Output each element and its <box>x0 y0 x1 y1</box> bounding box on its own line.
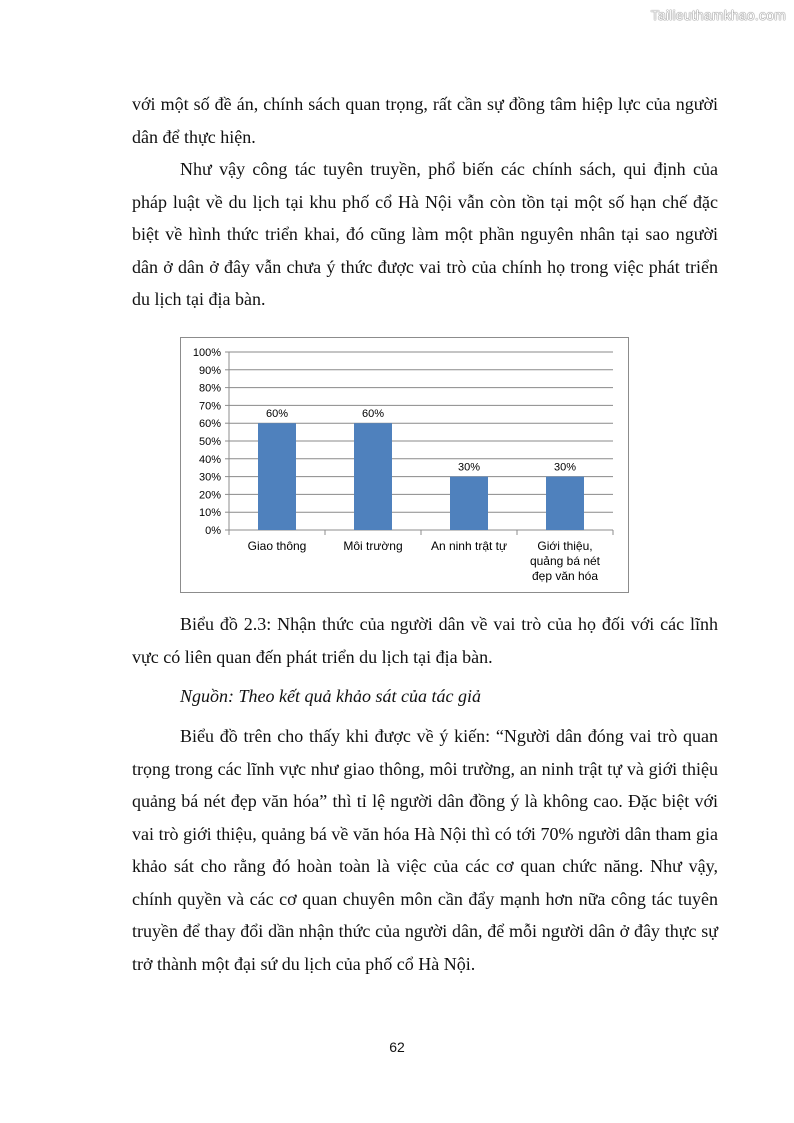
y-tick-label: 70% <box>198 400 221 413</box>
bar <box>258 423 296 530</box>
y-tick-label: 50% <box>198 436 221 448</box>
category-label: An ninh trật tự <box>430 539 508 553</box>
paragraph-continuation: với một số đề án, chính sách quan trọng, rất cần sự đồng tâm hiệp lực của người dân để thực hiện. <box>132 94 718 147</box>
paragraph-chart-analysis: Biểu đồ trên cho thấy khi được về ý kiến: “Người dân đóng vai trò quan trọng trong các lĩnh vực như giao thông, môi trường, an ninh trật tự và giới thiệu quảng bá nét đẹp văn hóa” thì tỉ lệ người dân đồng ý là không cao. Đặc biệt với vai trò giới thiệu, quảng bá về văn hóa Hà Nội thì có tới 70% người dân tham gia khảo sát cho rằng đó hoàn toàn là việc của các cơ quan chức năng. Như vậy, chính quyền và các cơ quan chuyên môn cần đẩy mạnh hơn nữa công tác tuyên truyền để thay đổi dần nhận thức của người dân, để mỗi người dân ở đây thực sự trở thành một đại sứ du lịch của phố cổ Hà Nội. <box>132 726 718 974</box>
bottom-text-block <box>132 720 718 980</box>
y-tick-label: 20% <box>198 489 221 502</box>
bar <box>546 477 584 530</box>
paragraph-communication-limits: Như vậy công tác tuyên truyền, phổ biến các chính sách, qui định của pháp luật về du lịch tại khu phố cổ Hà Nội vẫn còn tồn tại một số hạn chế đặc biệt về hình thức triển khai, đó cũng làm một phần nguyên nhân tại sao người dân ở dân ở đây vẫn chưa ý thức được vai trò của chính họ trong việc phát triển du lịch tại địa bàn. <box>132 159 718 309</box>
y-tick-label: 10% <box>198 507 221 520</box>
data-label: 30% <box>457 461 481 474</box>
watermark: Tailieuthamkhao.com <box>650 7 786 23</box>
y-tick-label: 0% <box>205 525 221 537</box>
category-label: Giới thiệu, <box>537 539 593 553</box>
source-block <box>132 680 718 713</box>
y-tick-label: 80% <box>198 382 221 395</box>
y-tick-label: 90% <box>198 364 221 377</box>
y-tick-label: 100% <box>192 347 221 359</box>
y-tick-label: 60% <box>198 418 221 431</box>
chart-source: Nguồn: Theo kết quả khảo sát của tác giả <box>180 686 481 706</box>
chart-caption: Biểu đồ 2.3: Nhận thức của người dân về vai trò của họ đối với các lĩnh vực có liên quan đến phát triển du lịch tại địa bàn. <box>132 614 718 667</box>
page-number: 62 <box>389 1039 405 1055</box>
category-label: đẹp văn hóa <box>531 569 599 583</box>
top-text-block <box>132 88 718 316</box>
chart-caption-block <box>132 608 718 673</box>
category-label: Môi trường <box>343 539 403 553</box>
data-label: 30% <box>553 461 577 474</box>
data-label: 60% <box>361 408 385 421</box>
bar <box>354 423 392 530</box>
category-label: quảng bá nét <box>529 554 601 568</box>
y-tick-label: 40% <box>198 453 221 466</box>
bar-chart-canvas <box>181 338 628 592</box>
data-label: 60% <box>265 408 289 421</box>
y-tick-label: 30% <box>198 471 221 484</box>
category-label: Giao thông <box>247 539 307 553</box>
bar <box>450 477 488 530</box>
bar-chart <box>180 337 629 593</box>
